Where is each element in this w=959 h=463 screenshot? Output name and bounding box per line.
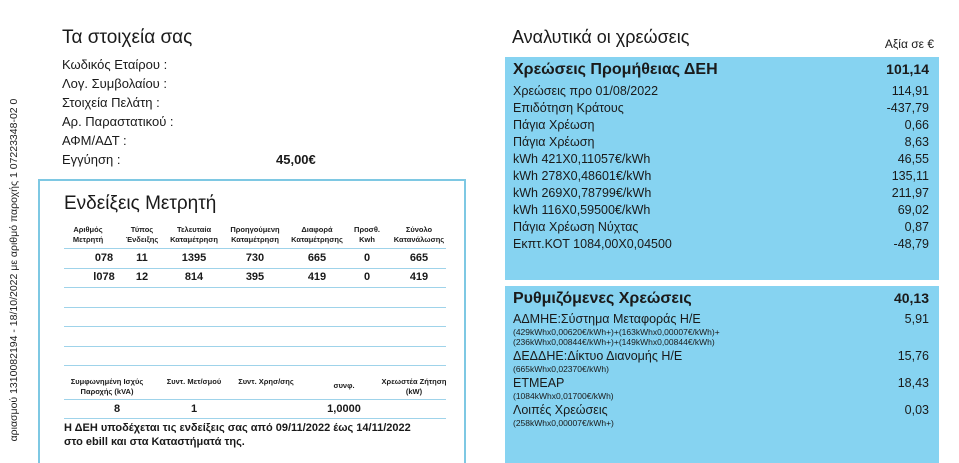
supply-line-label: kWh 269X0,78799€/kWh	[513, 186, 652, 200]
supply-line-label: kWh 421X0,11057€/kWh	[513, 152, 651, 166]
metering-coef-value: 1	[190, 403, 198, 415]
reading-notice-line1: Η ΔΕΗ υποδέχεται τις ενδείξεις σας από 09/11/2022 έως 14/11/2022	[64, 422, 411, 434]
tax-id-label: ΑΦΜ/ΑΔΤ :	[62, 133, 127, 148]
col-reading-type: Τύπος Ένδειξης	[125, 225, 159, 244]
row1-meter-number: 078	[94, 252, 114, 264]
contract-account-label: Λογ. Συμβολαίου :	[62, 76, 168, 91]
supply-charges-total: 101,14	[886, 61, 929, 77]
regulated-item-label: ΑΔΜΗΕ:Σύστημα Μεταφοράς Η/Ε	[513, 312, 701, 326]
supply-line-value: 0,66	[904, 118, 929, 132]
supply-line-label: Πάγια Χρέωση	[513, 118, 595, 132]
table-divider	[64, 248, 446, 249]
col-agreed-power: Συμφωνημένη Ισχύς Παροχής (kVA)	[70, 377, 144, 396]
regulated-item-label: Λοιπές Χρεώσεις	[513, 403, 608, 417]
table-divider	[64, 326, 446, 327]
power-factor-value: 1,0000	[327, 403, 361, 415]
regulated-item-value: 15,76	[897, 349, 929, 363]
row1-reading-type: 11	[136, 252, 148, 264]
supply-line-label: Εκπτ.ΚΟΤ 1084,00X0,04500	[513, 237, 672, 251]
col-power-factor: συνφ.	[333, 381, 355, 390]
table-divider	[64, 418, 446, 419]
table-divider	[64, 287, 446, 288]
reading-notice	[64, 421, 411, 449]
regulated-item-label: ΔΕΔΔΗΕ:Δίκτυο Διανομής Η/Ε	[513, 349, 683, 363]
row1-difference: 665	[307, 252, 327, 264]
row1-last-reading: 1395	[181, 252, 207, 264]
col-metering-coef: Συντ. Μετ/σμού	[166, 377, 222, 386]
supply-line-value: -48,79	[893, 237, 929, 251]
row2-reading-type: 12	[135, 271, 149, 283]
charges-title: Αναλυτικά οι χρεώσεις	[512, 27, 690, 47]
col-chargeable-demand: Χρεωστέα Ζήτηση (kW)	[381, 377, 447, 396]
supply-charges-panel	[505, 57, 939, 280]
row1-total: 665	[409, 252, 429, 264]
supply-line-value: 135,11	[891, 169, 929, 183]
supply-charges-title: Χρεώσεις Προμήθειας ΔΕΗ	[513, 61, 718, 78]
guarantee-value: 45,00€	[276, 152, 316, 167]
regulated-item-detail: (1084kWhx0,01700€/kWh)	[513, 391, 614, 401]
side-reference-label: αριασμού 1310082194 - 18/10/2022 με αριθμό παροχής 1 07223348-02 0	[8, 98, 20, 442]
col-last-reading: Τελευταία Καταμέτρηση	[170, 225, 218, 244]
row2-total: 419	[409, 271, 429, 283]
supply-line-value: 211,97	[891, 186, 929, 200]
supply-line-value: 46,55	[897, 152, 929, 166]
supply-line-value: 69,02	[897, 203, 929, 217]
meter-section-title: Ενδείξεις Μετρητή	[64, 193, 217, 214]
guarantee-label: Εγγύηση :	[62, 152, 121, 167]
supply-line-label: Πάγια Χρέωση	[513, 135, 595, 149]
supply-line-label: Επιδότηση Κράτους	[513, 101, 624, 115]
customer-details-label: Στοιχεία Πελάτη :	[62, 95, 160, 110]
row1-additional-kwh: 0	[363, 252, 371, 264]
regulated-item-detail: (665kWhx0,02370€/kWh)	[513, 364, 609, 374]
regulated-item-detail: (258kWhx0,00007€/kWh+)	[513, 418, 614, 428]
regulated-item-value: 0,03	[904, 403, 929, 417]
reading-notice-line2: στο ebill και στα Καταστήματά της.	[64, 436, 245, 448]
table-divider	[64, 365, 446, 366]
value-header: Αξία σε €	[884, 37, 934, 51]
regulated-item-detail: (429kWhx0,00620€/kWh+)+(163kWhx0,00007€/kWh)+	[513, 327, 720, 337]
supply-line-label: Χρεώσεις προ 01/08/2022	[513, 84, 659, 98]
regulated-item-value: 18,43	[897, 376, 929, 390]
regulated-item-value: 5,91	[904, 312, 929, 326]
col-previous-reading: Προηγούμενη Καταμέτρηση	[230, 225, 280, 244]
col-additional-kwh: Προσθ. Kwh	[354, 225, 380, 244]
customer-section-title: Τα στοιχεία σας	[62, 27, 193, 48]
col-meter-number: Αριθμός Μετρητή	[72, 225, 104, 244]
supply-line-value: 0,87	[904, 220, 929, 234]
supply-line-value: -437,79	[886, 101, 929, 115]
row2-meter-number: l078	[93, 271, 115, 283]
row2-previous-reading: 395	[245, 271, 265, 283]
regulated-charges-title: Ρυθμιζόμενες Χρεώσεις	[513, 290, 692, 307]
document-number-label: Αρ. Παραστατικού :	[62, 114, 174, 129]
col-reading-difference: Διαφορά Καταμέτρησης	[291, 225, 343, 244]
supply-line-value: 114,91	[891, 84, 929, 98]
row1-previous-reading: 730	[245, 252, 265, 264]
table-divider	[64, 307, 446, 308]
agreed-power-value: 8	[113, 403, 121, 415]
row2-difference: 419	[307, 271, 327, 283]
row2-additional-kwh: 0	[363, 271, 371, 283]
supply-line-label: kWh 116X0,59500€/kWh	[513, 203, 651, 217]
table-divider	[64, 346, 446, 347]
table-divider	[64, 399, 446, 400]
table-divider	[64, 268, 446, 269]
supply-line-label: Πάγια Χρέωση Νύχτας	[513, 220, 639, 234]
regulated-charges-panel	[505, 286, 939, 463]
col-usage-coef: Συντ. Χρησ/σης	[238, 377, 294, 386]
regulated-charges-total: 40,13	[893, 290, 929, 306]
partner-code-label: Κωδικός Εταίρου :	[62, 57, 168, 72]
side-reference-text	[0, 0, 28, 463]
regulated-item-label: ΕΤΜΕΑΡ	[513, 376, 565, 390]
meter-readings-box	[38, 179, 466, 463]
supply-line-label: kWh 278X0,48601€/kWh	[513, 169, 652, 183]
supply-line-value: 8,63	[904, 135, 929, 149]
row2-last-reading: 814	[184, 271, 204, 283]
col-total-consumption: Σύνολο Κατανάλωσης	[393, 225, 445, 244]
regulated-item-detail: (236kWhx0,00844€/kWh+)+(149kWhx0,00844€/kWh)	[513, 337, 715, 347]
